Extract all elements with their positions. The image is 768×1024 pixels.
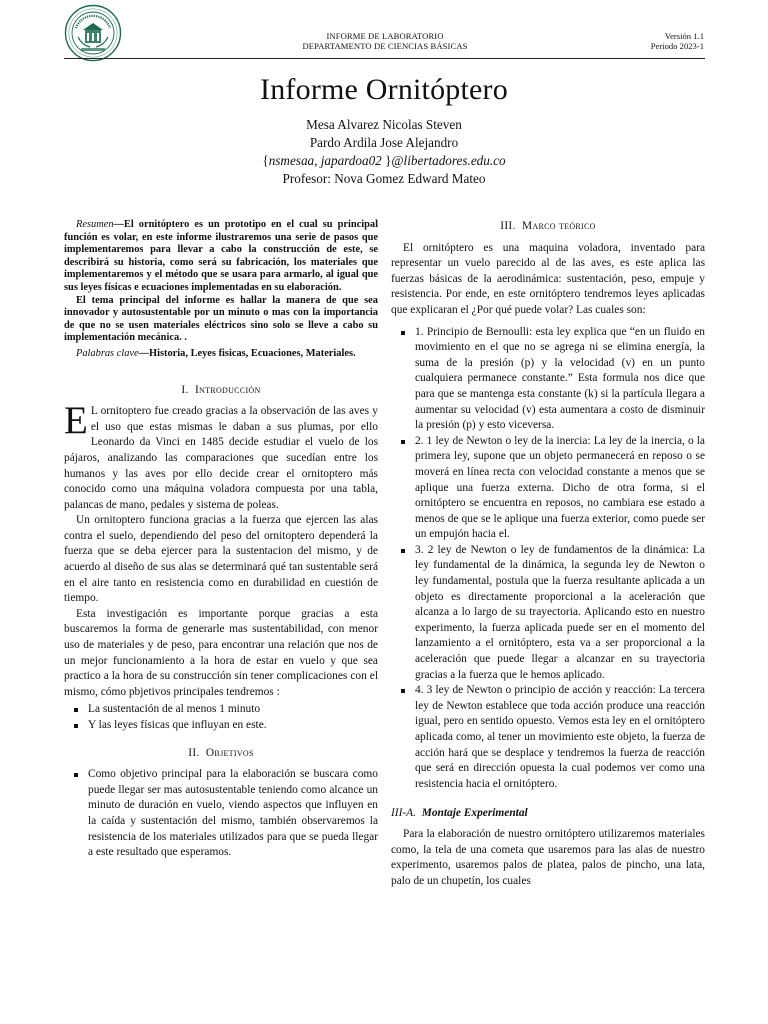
list-item: La sustentación de al menos 1 minuto: [64, 702, 378, 718]
subsection-heading-montaje: III-A. Montaje Experimental: [391, 807, 528, 820]
section-heading-marco: III. Marco teórico: [500, 220, 596, 232]
page-header: [0, 0, 768, 62]
header-center: [290, 31, 480, 51]
list-item: Y las leyes físicas que influyan en este.: [64, 718, 378, 734]
list-item: 4. 3 ley de Newton o principio de acción y reacción: La tercera ley de Newton establece que toda acción produce una reacción igual, pero en sentido opuesto. Vemos esta ley en el ornitóptero aplicada como, al tener un movimiento este objeto, la fuerza de acción hará que se desplace y tendremos la fuerza de reacción que será en dirección opuesta la cual podemos ver como una resistencia hacia el ornitóptero.: [391, 683, 705, 792]
header-right: [634, 31, 704, 51]
abstract-text: —El ornitóptero es un prototipo en el cual su principal función es volar, en este informe ilustraremos una serie de pasos que implementaremos para llevar a cabo la construcción de este, se describirá su historia, como será su fabricación, los materiales que implementaremos y el método que se usara para armarlo, al igual que sus leyes físicas e ecuaciones implementadas en su elaboración.: [64, 219, 378, 293]
left-column: [64, 219, 378, 863]
author-block: [0, 116, 768, 188]
list-item: Como objetivo principal para la elaboración se buscara como puede llegar ser mas autosustentable teniendo como alcance un minuto de duración en vuelo, viendo aspectos que influyen en la caída y sustentación del mismo, también observaremos la resistencia de los materiales utilizados para que se pueda llegar a este resultado que esperamos.: [64, 767, 378, 861]
email-open-brace: {: [262, 153, 269, 168]
version-label: Versión 1.1: [664, 31, 704, 41]
list-item: 2. 1 ley de Newton o ley de la inercia: La ley de la inercia, o la primera ley, supone que un objeto permanecerá en reposo o se moverá en línea recta con velocidad constante a menos que se aplique una fuerza externa. Dicho de otra forma, si el ornitóptero se encuentra en reposos, no cambiara ese estado a menos de que se le aplique una fuerza exterior, como puede ser un empujón hacia el.: [391, 434, 705, 543]
section-heading-objetivos: II. Objetivos: [188, 746, 254, 759]
objetivos-list: [64, 767, 378, 861]
paper-title: Informe Ornitóptero: [260, 73, 508, 106]
intro-list: [64, 702, 378, 733]
intro-paragraph-2: Un ornitoptero funciona gracias a la fuerza que ejercen las alas contra el suelo, dependiendo del peso del ornitoptero dependerá la fuerza que se deba ejercer para la sustentacion del mismo, y de acuerdo al diseño de sus alas se determinará qué tan sustentable será en el aire tanto en resistencia como en durabilidad en cuestión de tiempo.: [64, 514, 378, 605]
header-rule: [64, 58, 705, 59]
intro-paragraph-1: E L ornitoptero fue creado gracias a la observación de las aves y el uso que estas mismas le daban a sus plumas, por ello Leonardo da Vinci en 1485 decide estudiar el vuelo de los pájaros, analizando las comparaciones que sucedían entre los humanos y las aves por ello decide crear el ornitoptero más conocido como una máquina voladora compuesta por una tabla, palancas de mano, pedales y sistema de poleas.: [64, 399, 378, 511]
marco-list: [391, 325, 705, 793]
department-name: DEPARTAMENTO DE CIENCIAS BÁSICAS: [302, 41, 468, 51]
intro-paragraph-3: Esta investigación es importante porque gracias a esta buscaremos la forma de generarle mas sustentabilidad, con menor uso de materiales y de peso, para encontrar una relación que nos de un mejor funcionamiento a la hora de estar en vuelo y que sea practico a la hora de su construcción sin tener complicaciones con el mismo, cómo pbjetivos principales tendremos :: [64, 607, 378, 698]
keywords-label: Palabras clave: [76, 347, 139, 359]
abstract-paragraph: [64, 219, 378, 295]
email-names: nsmesaa, japardoa02: [268, 153, 386, 168]
author-1: Mesa Alvarez Nicolas Steven: [306, 117, 462, 132]
email-domain: @libertadores.edu.co: [391, 153, 506, 168]
professor-line: Profesor: Nova Gomez Edward Mateo: [282, 171, 486, 186]
list-item: 3. 2 ley de Newton o ley de fundamentos de la dinámica: La ley fundamental de la dinámica, la segunda ley de Newton o ley fundamental, postula que la fuerza resultante aplicada a un objeto es directamente proporcional a la aceleración que alcanza a lo largo de su trayectoria. Aplicando esto en nuestro experimento, la fuerza aplicada puede ser en el momento del lanzamiento a el ornitóptero, esta va a ser proporcional a la aceleración que puede llegar a alcanzar en su trayectoria gracias a la fuerza que le hemos aplicado.: [391, 543, 705, 683]
university-seal-icon: [64, 4, 122, 62]
montaje-paragraph: Para la elaboración de nuestro ornitóptero utilizaremos materiales como, la tela de una cometa que usaremos para las alas de nuestro experimento, usaremos palos de platea, palos de pincho, una lata, palo de un chupetín, los cuales: [391, 827, 705, 887]
author-2: Pardo Ardila Jose Alejandro: [309, 135, 459, 150]
period-label: Periodo 2023-1: [650, 41, 704, 51]
section-heading-introduccion: I. Introducción: [181, 383, 261, 396]
report-type: INFORME DE LABORATORIO: [326, 31, 444, 41]
author-emails: [0, 152, 768, 170]
abstract-paragraph-2: El tema principal del informe es hallar la manera de que sea innovador y autosustentable por un minuto o mas con la importancia de que no se usen materiales eléctricos sino solo se lleve a cabo su implementación mecánica. .: [64, 294, 378, 344]
right-column: [391, 219, 705, 889]
keywords-text: —Historia, Leyes fisicas, Ecuaciones, Materiales.: [138, 347, 356, 359]
dropcap-letter: E: [64, 399, 88, 443]
abstract-label: Resumen: [76, 219, 114, 230]
email-close-brace: }: [385, 153, 392, 168]
list-item: 1. Principio de Bernoulli: esta ley explica que “en un fluido en movimiento en el que no se agrega ni se elimina energía, la suma de la presión (p) y la velocidad (v) en un punto cualquiera permanece constante.” Esta formula nos dice que para que se mantenga esta constante (k) si la partícula llegara a aumentar su velocidad (v) esta aumentara a costo de disminuir la presión (p) y esto viceversa.: [391, 325, 705, 434]
keywords-paragraph: [64, 348, 378, 361]
marco-intro-paragraph: El ornitóptero es una maquina voladora, inventado para representar un vuelo parecido al de las aves, es este aplica las fuerzas básicas de la aerodinámica: sustentación, peso, empuje y resistencia. Por ende, en este ornitóptero tendremos leyes aplicadas que explicaran el ¿Por qué puede volar? Las cuales son:: [391, 241, 705, 316]
